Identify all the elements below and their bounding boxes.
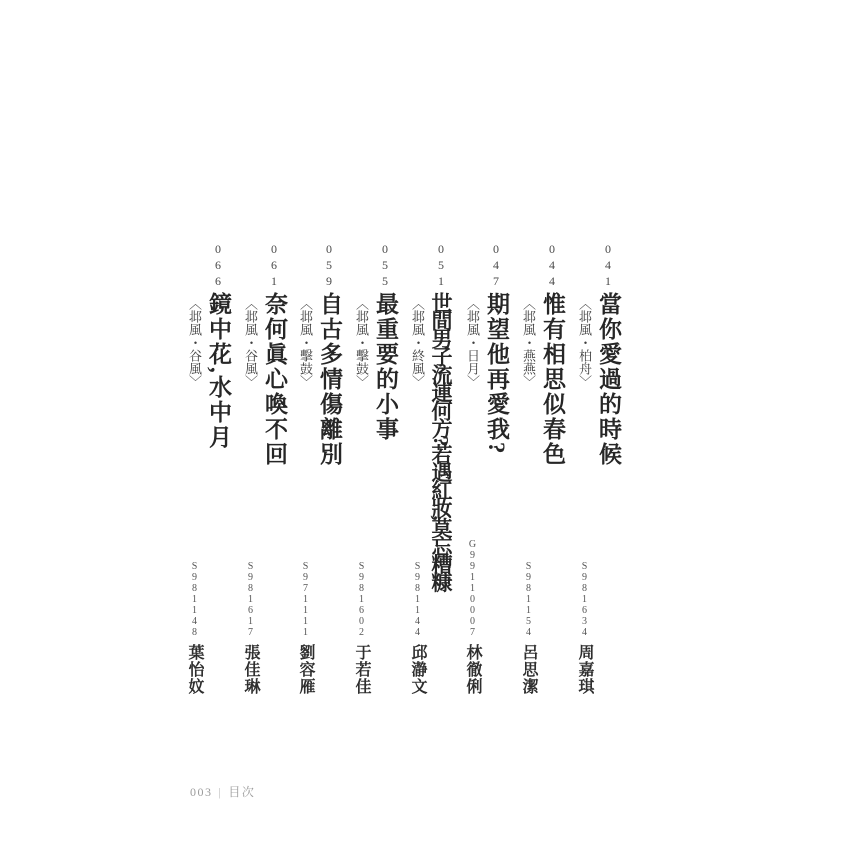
entry-student-code: S981154 [523, 561, 534, 638]
entry-student-code: S981617 [245, 561, 256, 638]
entry-student-code: G99110007 [467, 539, 478, 638]
entry-source: 〈邶風・柏舟〉 [577, 297, 592, 388]
entry-title: 鏡中花,水中月 [206, 292, 231, 450]
entry-page-number: 051 [434, 242, 448, 290]
entry-page-number: 044 [545, 242, 559, 290]
toc-entry [574, 242, 620, 695]
entry-author-name: 林徹俐 [464, 644, 481, 695]
entry-student-code: S981602 [356, 561, 367, 638]
footer-section-label: 目次 [228, 785, 256, 799]
entry-page-number: 061 [267, 242, 281, 290]
entry-student-code: S981148 [189, 561, 200, 638]
entry-title: 惟有相思似春色 [540, 292, 565, 467]
toc-entry [240, 242, 286, 695]
entry-credit [518, 561, 538, 695]
entry-student-code: S981144 [412, 561, 423, 638]
entry-credit [574, 561, 594, 695]
entry-credit [295, 561, 315, 695]
entry-title: 期望他再愛我? [484, 292, 509, 456]
entry-source: 〈邶風・終風〉 [410, 297, 425, 388]
entry-credit [184, 561, 204, 695]
entry-title: 世間男子流連何方?若遇紅妝,莫忘糟糠 [429, 292, 453, 590]
entry-source: 〈邶風・擊鼓〉 [298, 297, 313, 388]
table-of-contents [0, 242, 850, 695]
entry-page-number: 066 [211, 242, 225, 290]
entry-credit [351, 561, 371, 695]
entry-page-number: 047 [489, 242, 503, 290]
entry-title: 奈何眞心喚不回 [262, 292, 287, 467]
entry-author-name: 葉怡妏 [186, 644, 203, 695]
entry-title: 自古多情傷離別 [317, 292, 342, 467]
entry-source: 〈邶風・谷風〉 [243, 297, 258, 388]
toc-entry [184, 242, 230, 695]
entry-title: 當你愛過的時候 [596, 292, 621, 467]
footer-separator: | [218, 785, 223, 799]
entry-author-name: 于若佳 [353, 644, 370, 695]
entry-source: 〈邶風・日月〉 [465, 297, 480, 388]
entry-student-code: S971111 [300, 561, 311, 638]
entry-credit [240, 561, 260, 695]
entry-page-number: 041 [601, 242, 615, 290]
entry-page-number: 055 [378, 242, 392, 290]
toc-entry [407, 242, 453, 695]
entry-author-name: 張佳琳 [242, 644, 259, 695]
toc-entry [295, 242, 341, 695]
entry-source: 〈邶風・燕燕〉 [521, 297, 536, 388]
page-footer [190, 783, 255, 800]
entry-student-code: S981634 [579, 561, 590, 638]
entry-title: 最重要的小事 [373, 292, 398, 442]
entry-credit [407, 561, 427, 695]
entry-source: 〈邶風・擊鼓〉 [354, 297, 369, 388]
toc-entry [351, 242, 397, 695]
entry-author-name: 呂思潔 [520, 644, 537, 695]
entry-source: 〈邶風・谷風〉 [187, 297, 202, 388]
entry-credit [462, 539, 482, 695]
footer-page-number: 003 [190, 785, 213, 799]
entry-author-name: 邱瀞文 [409, 644, 426, 695]
toc-entry [462, 242, 508, 695]
entry-author-name: 周嘉琪 [576, 644, 593, 695]
toc-entry [518, 242, 564, 695]
entry-author-name: 劉容雁 [297, 644, 314, 695]
entry-page-number: 059 [322, 242, 336, 290]
